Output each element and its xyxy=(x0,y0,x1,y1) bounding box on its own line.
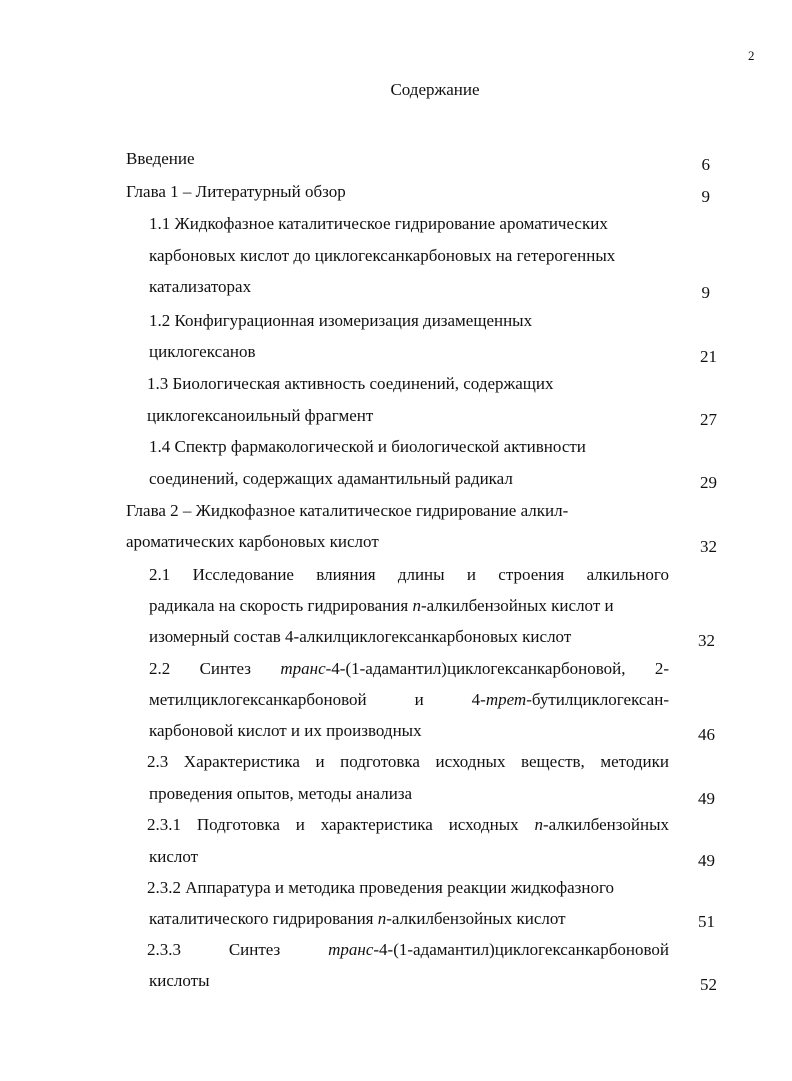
toc-entry-2-3-1-line1-part1: 2.3.1 Подготовка и характеристика исходных xyxy=(147,815,535,834)
toc-entry-2-3-2-line2 xyxy=(149,908,566,930)
toc-entry-2-2-line1-part2: -4-(1-адамантил)циклогексанкарбоновой, 2- xyxy=(325,659,669,678)
toc-page-2-1: 32 xyxy=(698,631,715,650)
toc-entry-2-1-line2-part2: -алкилбензойных кислот и xyxy=(420,596,614,615)
toc-entry-2-3-1-line1-italic: п xyxy=(534,815,544,834)
toc-entry-2-2-line2-part2: -бутилциклогексан- xyxy=(526,690,669,709)
toc-entry-2-3-3-line1-part2: -4-(1-адамантил)циклогексанкарбоновой xyxy=(373,940,669,959)
toc-entry-2-3-2-line1: 2.3.2 Аппаратура и методика проведения реакции жидкофазного xyxy=(147,878,615,897)
toc-page-intro: 6 xyxy=(701,155,710,174)
toc-entry-1-1-line1: 1.1 Жидкофазное каталитическое гидрирование ароматических xyxy=(149,214,608,233)
page-number: 2 xyxy=(748,48,755,63)
toc-entry-2-2-line3: карбоновой кислот и их производных xyxy=(149,721,422,740)
toc-entry-2-2-line1-italic: транс xyxy=(280,659,326,678)
toc-entry-ch1: Глава 1 – Литературный обзор xyxy=(126,182,346,201)
toc-entry-1-3-line2: циклогексаноильный фрагмент xyxy=(147,406,374,425)
toc-page-ch2: 32 xyxy=(700,537,717,556)
toc-page-2-3-2: 51 xyxy=(698,912,715,931)
toc-entry-1-1-line3: катализаторах xyxy=(149,277,252,296)
toc-entry-2-3-3-line2: кислоты xyxy=(149,971,210,990)
toc-entry-intro: Введение xyxy=(126,149,195,168)
toc-entry-2-3-3-line1 xyxy=(147,939,669,961)
toc-entry-1-4-line1: 1.4 Спектр фармакологической и биологической активности xyxy=(149,437,586,456)
page-title: Содержание xyxy=(390,80,480,99)
toc-page-2-3-3: 52 xyxy=(700,975,717,994)
toc-page-1-1: 9 xyxy=(701,283,710,302)
toc-entry-ch2-line1: Глава 2 – Жидкофазное каталитическое гидрирование алкил- xyxy=(126,501,569,520)
toc-page-2-3-1: 49 xyxy=(698,851,715,870)
toc-entry-2-2-line2-italic: трет xyxy=(485,690,527,709)
toc-entry-ch2-line2: ароматических карбоновых кислот xyxy=(126,532,379,551)
toc-entry-2-3-3-line1-part1: 2.3.3 Синтез xyxy=(147,940,329,959)
toc-entry-2-3-3-line1-italic: транс xyxy=(328,940,374,959)
toc-page-1-2: 21 xyxy=(700,347,717,366)
toc-entry-2-3-line1: 2.3 Характеристика и подготовка исходных веществ, методики xyxy=(147,752,669,771)
toc-entry-2-1-line2 xyxy=(149,595,614,617)
toc-entry-1-4-line2: соединений, содержащих адамантильный радикал xyxy=(149,469,513,488)
toc-entry-1-1-line2: карбоновых кислот до циклогексанкарбоновых на гетерогенных xyxy=(149,246,616,265)
toc-entry-2-1-line3: изомерный состав 4-алкилциклогексанкарбоновых кислот xyxy=(149,627,572,646)
toc-entry-2-2-line2 xyxy=(149,689,669,711)
toc-page-2-3: 49 xyxy=(698,789,715,808)
toc-entry-2-3-1-line1-part2: -алкилбензойных xyxy=(543,815,669,834)
toc-entry-2-3-2-line2-part1: каталитического гидрирования xyxy=(149,909,378,928)
toc-entry-2-1-line2-part1: радикала на скорость гидрирования xyxy=(149,596,413,615)
toc-page-1-4: 29 xyxy=(700,473,717,492)
toc-entry-1-2-line2: циклогексанов xyxy=(149,342,256,361)
toc-entry-2-3-2-line2-part2: -алкилбензойных кислот xyxy=(386,909,566,928)
toc-entry-2-1-line2-italic: п xyxy=(412,596,421,615)
toc-entry-2-3-1-line2: кислот xyxy=(149,847,199,866)
toc-entry-2-1-line1: 2.1 Исследование влияния длины и строения алкильного xyxy=(149,565,669,584)
toc-entry-2-2-line2-part1: метилциклогексанкарбоновой и 4- xyxy=(149,690,486,709)
toc-page-ch1: 9 xyxy=(701,187,710,206)
toc-entry-2-3-line2: проведения опытов, методы анализа xyxy=(149,784,413,803)
toc-entry-2-2-line1-part1: 2.2 Синтез xyxy=(149,659,281,678)
toc-entry-2-2-line1 xyxy=(149,658,669,680)
toc-entry-2-3-1-line1 xyxy=(147,814,669,836)
toc-entry-1-2-line1: 1.2 Конфигурационная изомеризация дизамещенных xyxy=(149,311,533,330)
toc-entry-2-3-2-line2-italic: п xyxy=(377,909,387,928)
toc-page-2-2: 46 xyxy=(698,725,715,744)
toc-page-1-3: 27 xyxy=(700,410,717,429)
toc-entry-1-3-line1: 1.3 Биологическая активность соединений, содержащих xyxy=(147,374,554,393)
